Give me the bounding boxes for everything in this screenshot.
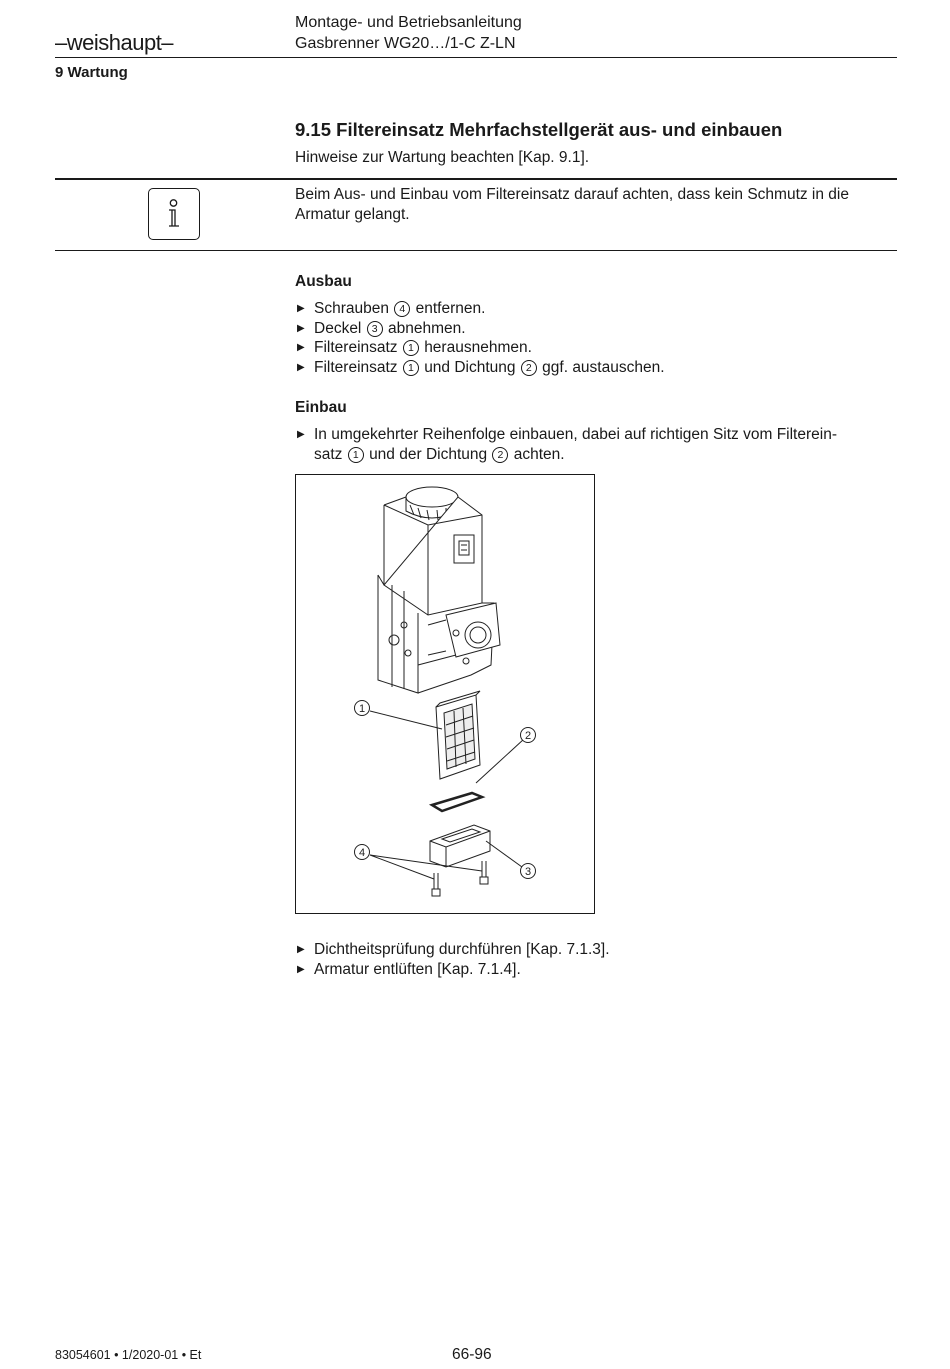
info-bottom-rule: [55, 250, 897, 251]
document-number: 83054601 • 1/2020-01 • Et: [55, 1348, 202, 1362]
ausbau-heading: Ausbau: [295, 273, 352, 290]
list-item: ▶ Schrauben 4 entfernen.: [295, 299, 895, 319]
info-text: Beim Aus- und Einbau vom Filtereinsatz darauf achten, dass kein Schmutz in die Armatur gelangt.: [295, 186, 849, 223]
section-title: 9.15 Filtereinsatz Mehrfachstellgerät aus- und einbauen: [295, 119, 783, 140]
weishaupt-logo: –weishaupt–: [55, 30, 174, 55]
list-item: ▶ Filtereinsatz 1 herausnehmen.: [295, 338, 895, 358]
einbau-steps: [295, 425, 895, 464]
page-number: 66-96: [452, 1346, 492, 1363]
list-item: ▶ In umgekehrter Reihenfolge einbauen, dabei auf richtigen Sitz vom Filterein- satz 1 und der Dichtung 2 achten.: [295, 425, 895, 464]
gas-valve-drawing: [296, 475, 594, 913]
info-top-rule: [55, 178, 897, 180]
list-item: ▶ Deckel 3 abnehmen.: [295, 319, 895, 339]
exploded-view-figure: [295, 474, 595, 914]
document-title: Montage- und Betriebsanleitung: [295, 14, 522, 31]
info-icon: [148, 188, 200, 240]
final-steps: [295, 940, 895, 979]
callout-1: 1: [358, 703, 366, 715]
chapter-label: 9 Wartung: [55, 64, 128, 81]
callout-2: 2: [524, 730, 532, 742]
list-item: ▶ Filtereinsatz 1 und Dichtung 2 ggf. austauschen.: [295, 358, 895, 378]
list-item: ▶ Armatur entlüften [Kap. 7.1.4].: [295, 960, 895, 980]
document-subtitle: Gasbrenner WG20…/1-C Z-LN: [295, 35, 516, 52]
callout-4: 4: [358, 847, 366, 859]
callout-3: 3: [524, 866, 532, 878]
maintenance-hint: Hinweise zur Wartung beachten [Kap. 9.1].: [295, 149, 590, 166]
einbau-heading: Einbau: [295, 399, 347, 416]
list-item: ▶ Dichtheitsprüfung durchführen [Kap. 7.1.3].: [295, 940, 895, 960]
ausbau-steps: [295, 299, 895, 377]
header-rule: [55, 57, 897, 58]
